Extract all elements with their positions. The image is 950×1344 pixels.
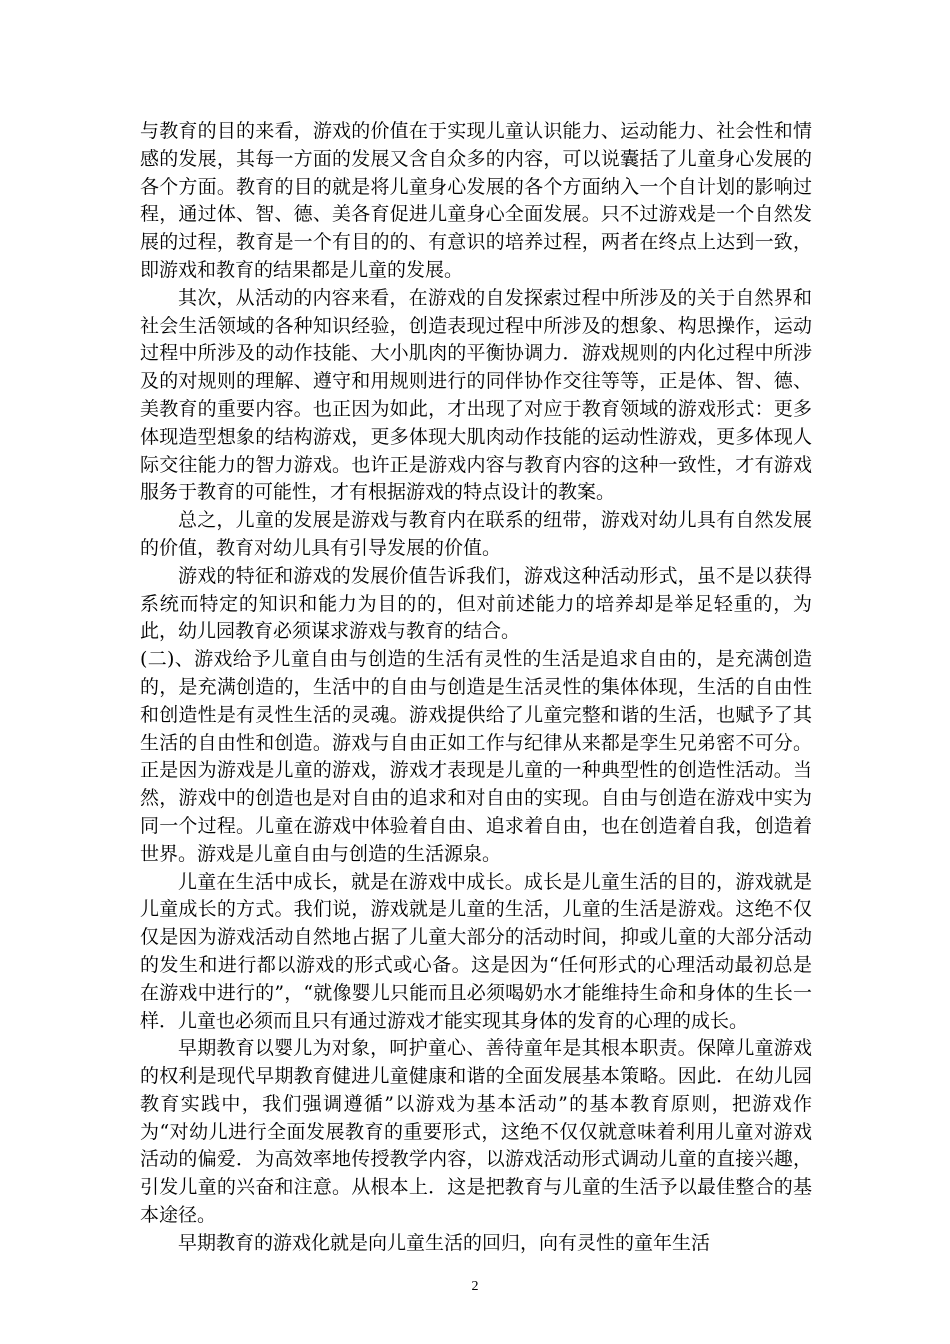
paragraph-3: 总之，儿童的发展是游戏与教育内在联系的纽带，游戏对幼儿具有自然发展的价值，教育对幼儿具有引导发展的价值。 [140,509,812,559]
paragraph-8: 早期教育的游戏化就是向儿童生活的回归，向有灵性的童年生活 [178,1231,711,1254]
paragraph-6: 儿童在生活中成长，就是在游戏中成长。成长是儿童生活的目的，游戏就是儿童成长的方式。我们说，游戏就是儿童的生活，儿童的生活是游戏。这绝不仅仅是因为游戏活动自然地占据了儿童大部分的活动时间，抑或儿童的大部分活动的发生和进行都以游戏的形式或心备。这是因为“任何形式的心理活动最初总是在游戏中进行的”，“就像婴儿只能而且必须喝奶水才能维持生命和身体的生长一样．儿童也必须而且只有通过游戏才能实现其身体的发育的心理的成长。 [140,870,812,1032]
page-number: 2 [471,1279,479,1294]
paragraph-2: 其次，从活动的内容来看，在游戏的自发探索过程中所涉及的关于自然界和社会生活领域的各种知识经验，创造表现过程中所涉及的想象、构思操作，运动过程中所涉及的动作技能、大小肌肉的平衡协调力．游戏规则的内化过程中所涉及的对规则的理解、遵守和用规则进行的同伴协作交往等等，正是体、智、德、美教育的重要内容。也正因为如此，才出现了对应于教育领域的游戏形式：更多体现造型想象的结构游戏，更多体现大肌肉动作技能的运动性游戏，更多体现人际交往能力的智力游戏。也许正是游戏内容与教育内容的这种一致性，才有游戏服务于教育的可能性，才有根据游戏的特点设计的教案。 [140,286,812,504]
body-text [140,118,812,1258]
paragraph-7: 早期教育以婴儿为对象，呵护童心、善待童年是其根本职责。保障儿童游戏的权利是现代早期教育健进儿童健康和谐的全面发展基本策略。因此．在幼儿园教育实践中，我们强调遵循”以游戏为基本活动”的基本教育原则，把游戏作为“对幼儿进行全面发展教育的重要形式，这绝不仅仅就意味着利用儿童对游戏活动的偏爱．为高效率地传授教学内容，以游戏活动形式调动儿童的直接兴趣，引发儿童的兴奋和注意。从根本上．这是把教育与儿童的生活予以最佳整合的基本途径。 [140,1037,812,1227]
paragraph-1: 与教育的目的来看，游戏的价值在于实现儿童认识能力、运动能力、社会性和情感的发展，其每一方面的发展又含自众多的内容，可以说囊括了儿童身心发展的各个方面。教育的目的就是将儿童身心发展的各个方面纳入一个自计划的影响过程，通过体、智、德、美各育促进儿童身心全面发展。只不过游戏是一个自然发展的过程，教育是一个有目的的、有意识的培养过程，两者在终点上达到一致，即游戏和教育的结果都是儿童的发展。 [140,120,812,281]
paragraph-4: 游戏的特征和游戏的发展价值告诉我们，游戏这种活动形式，虽不是以获得系统而特定的知识和能力为目的的，但对前述能力的培养却是举足轻重的，为此，幼儿园教育必须谋求游戏与教育的结合。 [140,564,812,643]
paragraph-5: (二)、游戏给予儿童自由与创造的生活有灵性的生活是追求自由的，是充满创造的，是充满创造的，生活中的自由与创造是生活灵性的集体体现，生活的自由性和创造性是有灵性生活的灵魂。游戏提供给了儿童完整和谐的生活，也赋予了其生活的自由性和创造。游戏与自由正如工作与纪律从来都是孪生兄弟密不可分。正是因为游戏是儿童的游戏，游戏才表现是儿童的一种典型性的创造性活动。当然，游戏中的创造也是对自由的追求和对自由的实现。自由与创造在游戏中实为同一个过程。儿童在游戏中体验着自由、追求着自由，也在创造着自我，创造着世界。游戏是儿童自由与创造的生活源泉。 [140,648,812,865]
